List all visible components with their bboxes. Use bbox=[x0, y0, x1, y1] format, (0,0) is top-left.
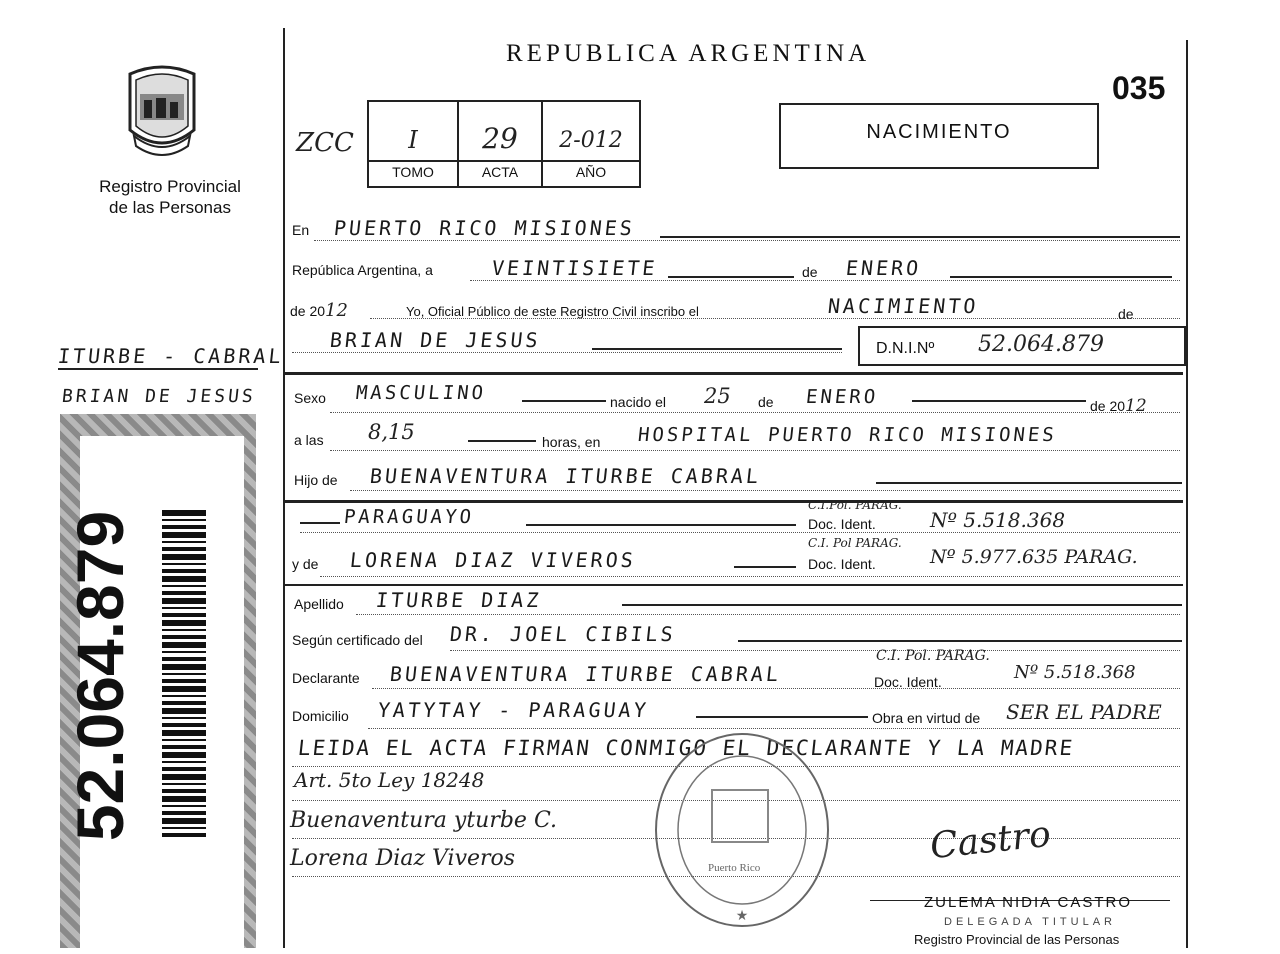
official-title: DELEGADA TITULAR bbox=[944, 916, 1116, 928]
birth-year-prefix: de 20 bbox=[1090, 398, 1126, 414]
stamp-seal-icon bbox=[652, 730, 832, 930]
month-value: ENERO bbox=[844, 256, 923, 280]
domicilio-label: Domicilio bbox=[292, 708, 349, 724]
place-value: HOSPITAL PUERTO RICO MISIONES bbox=[636, 424, 1058, 446]
art-text: Art. 5to Ley 18248 bbox=[294, 768, 485, 792]
de-label-3: de bbox=[758, 394, 774, 410]
birth-month: ENERO bbox=[804, 386, 880, 408]
seal-emblem-icon bbox=[122, 60, 202, 160]
signature-declarante: Buenaventura yturbe C. bbox=[290, 808, 557, 833]
father-doc-type: C.I.Pol. PARAG. bbox=[808, 498, 902, 512]
registry-line1: Registro Provincial bbox=[99, 177, 241, 196]
ano-cell bbox=[541, 100, 641, 188]
registry-line2: de las Personas bbox=[109, 198, 231, 217]
acta-label: ACTA bbox=[481, 164, 519, 180]
tomo-label: TOMO bbox=[392, 164, 434, 180]
dni-box bbox=[858, 326, 1186, 366]
ano-value: 2-012 bbox=[559, 128, 623, 153]
sidebar-surname: ITURBE - CABRAL bbox=[56, 344, 285, 368]
country-title: REPUBLICA ARGENTINA bbox=[506, 40, 871, 67]
sexo-value: MASCULINO bbox=[354, 382, 488, 404]
de-label: de bbox=[802, 264, 818, 280]
official-name: ZULEMA NIDIA CASTRO bbox=[924, 894, 1133, 911]
stamp-inner-text: Puerto Rico bbox=[708, 862, 761, 874]
official-registry: Registro Provincial de las Personas bbox=[914, 932, 1120, 947]
domicilio-value: YATYTAY - PARAGUAY bbox=[376, 698, 651, 722]
year-value: 12 bbox=[325, 300, 348, 321]
doc-type-box bbox=[779, 103, 1099, 169]
birth-year: 12 bbox=[1125, 396, 1147, 416]
signature-mother: Lorena Diaz Viveros bbox=[290, 846, 516, 871]
father-nationality: PARAGUAYO bbox=[342, 506, 476, 528]
father-doc-ident-label: Doc. Ident. bbox=[808, 516, 876, 532]
hijo-label: Hijo de bbox=[294, 472, 338, 488]
tomo-cell bbox=[367, 100, 459, 188]
acta-cell bbox=[457, 100, 543, 188]
official-signature: Castro bbox=[928, 813, 1053, 868]
yde-label: y de bbox=[292, 556, 319, 572]
official-stamp bbox=[652, 730, 832, 930]
de-label-2: de bbox=[1118, 306, 1134, 322]
declarante-value: BUENAVENTURA ITURBE CABRAL bbox=[388, 662, 783, 686]
apellido-value: ITURBE DIAZ bbox=[374, 588, 543, 612]
year-row bbox=[290, 300, 348, 321]
acta-value: 29 bbox=[482, 122, 518, 155]
inscribo-value: NACIMIENTO bbox=[826, 294, 980, 318]
declarante-label: Declarante bbox=[292, 670, 360, 686]
horas-label: horas, en bbox=[542, 434, 601, 450]
sexo-label: Sexo bbox=[294, 390, 326, 406]
republica-label: República Argentina, a bbox=[292, 262, 433, 278]
declarante-doc-type: C.I. Pol. PARAG. bbox=[876, 648, 990, 664]
certificado-value: DR. JOEL CIBILS bbox=[448, 622, 677, 646]
mother-doc-type: C.I. Pol PARAG. bbox=[808, 536, 902, 550]
declarante-doc-no: Nº 5.518.368 bbox=[1014, 662, 1136, 683]
dni-value: 52.064.879 bbox=[978, 332, 1104, 357]
doc-type: NACIMIENTO bbox=[866, 121, 1012, 143]
hour-value: 8,15 bbox=[368, 420, 415, 444]
dni-vertical-number: 52.064.879 bbox=[63, 510, 137, 842]
declarante-doc-ident-label: Doc. Ident. bbox=[874, 674, 942, 690]
ano-label: AÑO bbox=[575, 164, 607, 180]
tomo-value: I bbox=[408, 126, 418, 154]
name-value: BRIAN DE JESUS bbox=[328, 328, 542, 352]
leida-text: LEIDA EL ACTA FIRMAN CONMIGO EL DECLARANTE Y LA MADRE bbox=[296, 736, 1076, 760]
nacido-label: nacido el bbox=[610, 394, 667, 410]
year-prefix: de 20 bbox=[290, 303, 326, 319]
birth-year-row bbox=[1090, 396, 1147, 416]
mother-value: LORENA DIAZ VIVEROS bbox=[348, 548, 638, 572]
certificado-label: Según certificado del bbox=[292, 632, 423, 648]
en-label: En bbox=[292, 222, 310, 238]
father-value: BUENAVENTURA ITURBE CABRAL bbox=[368, 464, 763, 488]
mother-doc-no: Nº 5.977.635 PARAG. bbox=[930, 546, 1138, 568]
barcode bbox=[162, 510, 206, 840]
alas-label: a las bbox=[294, 432, 324, 448]
record-prefix: ZCC bbox=[296, 128, 354, 158]
svg-text:★: ★ bbox=[735, 907, 749, 923]
registry-name bbox=[60, 176, 280, 218]
obra-value: SER EL PADRE bbox=[1006, 700, 1162, 724]
sidebar-given-names: BRIAN DE JESUS bbox=[60, 386, 257, 407]
page-number: 035 bbox=[1112, 70, 1166, 106]
birth-day: 25 bbox=[704, 384, 731, 408]
obra-label: Obra en virtud de bbox=[872, 710, 981, 726]
yo-text: Yo, Oficial Público de este Registro Civil inscribo el bbox=[406, 304, 699, 319]
father-doc-no: Nº 5.518.368 bbox=[930, 508, 1066, 532]
mother-doc-ident-label: Doc. Ident. bbox=[808, 556, 876, 572]
dni-label: D.N.I.Nº bbox=[876, 340, 935, 357]
province-seal bbox=[122, 60, 202, 160]
apellido-label: Apellido bbox=[294, 596, 344, 612]
day-value: VEINTISIETE bbox=[490, 256, 659, 280]
en-value: PUERTO RICO MISIONES bbox=[332, 216, 637, 240]
